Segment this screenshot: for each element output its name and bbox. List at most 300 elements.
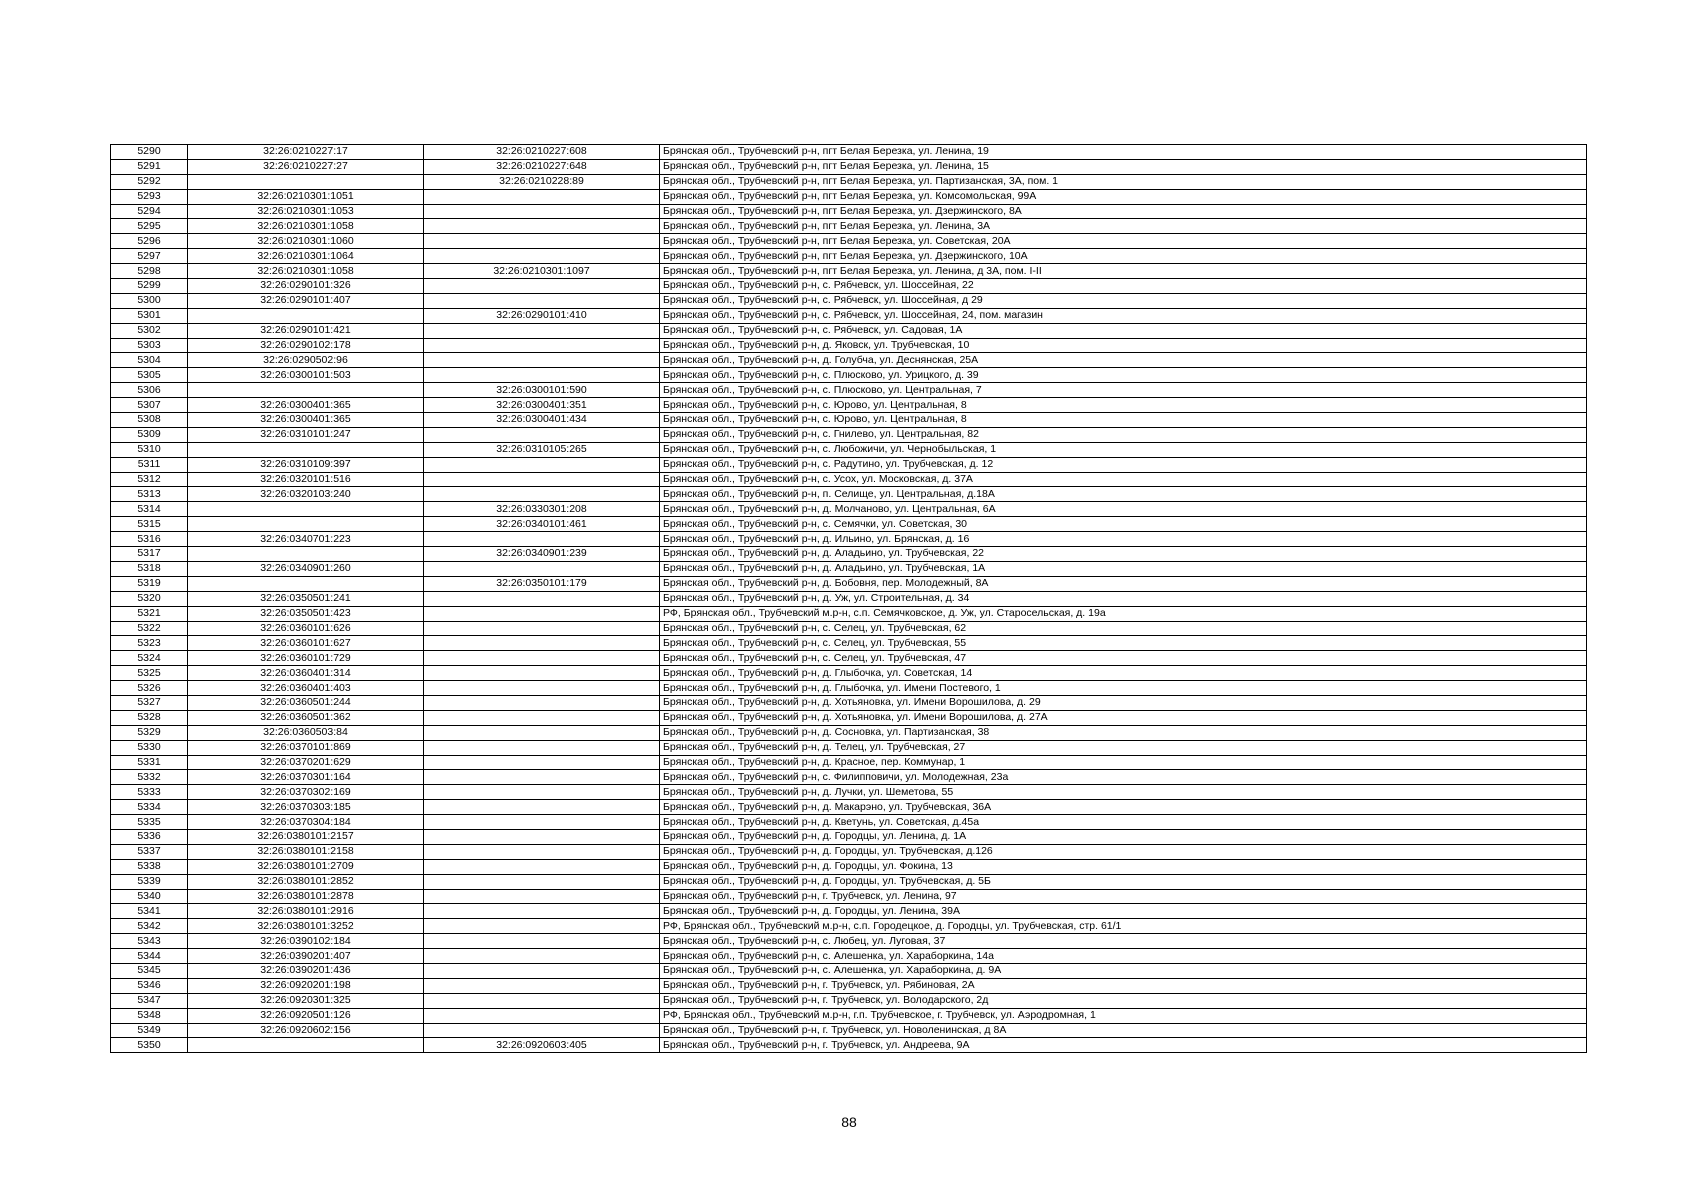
building-number-cell: [424, 859, 660, 874]
address-cell: Брянская обл., Трубчевский р-н, д. Городцы, ул. Трубчевская, д. 5Б: [660, 874, 1587, 889]
address-cell: Брянская обл., Трубчевский р-н, д. Яковск, ул. Трубчевская, 10: [660, 338, 1587, 353]
building-number-cell: [424, 249, 660, 264]
address-cell: Брянская обл., Трубчевский р-н, с. Усох, ул. Московская, д. 37А: [660, 472, 1587, 487]
building-number-cell: [424, 189, 660, 204]
building-number-cell: [424, 532, 660, 547]
building-number-cell: [424, 904, 660, 919]
row-number-cell: 5334: [111, 800, 188, 815]
row-number-cell: 5314: [111, 502, 188, 517]
cadastral-number-cell: 32:26:0920301:325: [188, 993, 424, 1008]
address-cell: Брянская обл., Трубчевский р-н, пгт Белая Березка, ул. Дзержинского, 10А: [660, 249, 1587, 264]
table-row: [111, 145, 1587, 160]
building-number-cell: [424, 666, 660, 681]
table-row: [111, 502, 1587, 517]
building-number-cell: 32:26:0340901:239: [424, 547, 660, 562]
table-row: [111, 532, 1587, 547]
address-cell: Брянская обл., Трубчевский р-н, с. Алешенка, ул. Хараборкина, д. 9А: [660, 963, 1587, 978]
table-row: [111, 561, 1587, 576]
address-cell: Брянская обл., Трубчевский р-н, с. Юрово, ул. Центральная, 8: [660, 413, 1587, 428]
cadastral-number-cell: 32:26:0210301:1064: [188, 249, 424, 264]
building-number-cell: [424, 770, 660, 785]
cadastral-number-cell: 32:26:0340701:223: [188, 532, 424, 547]
row-number-cell: 5313: [111, 487, 188, 502]
row-number-cell: 5325: [111, 666, 188, 681]
building-number-cell: [424, 829, 660, 844]
table-row: [111, 576, 1587, 591]
building-number-cell: [424, 338, 660, 353]
address-cell: Брянская обл., Трубчевский р-н, пгт Белая Березка, ул. Комсомольская, 99А: [660, 189, 1587, 204]
table-row: [111, 785, 1587, 800]
cadastral-number-cell: 32:26:0370302:169: [188, 785, 424, 800]
cadastral-number-cell: 32:26:0290502:96: [188, 353, 424, 368]
cadastral-number-cell: 32:26:0350501:241: [188, 591, 424, 606]
table-row: [111, 889, 1587, 904]
building-number-cell: [424, 591, 660, 606]
cadastral-number-cell: 32:26:0300101:503: [188, 368, 424, 383]
building-number-cell: 32:26:0210301:1097: [424, 264, 660, 279]
row-number-cell: 5307: [111, 398, 188, 413]
cadastral-number-cell: 32:26:0360101:626: [188, 621, 424, 636]
row-number-cell: 5350: [111, 1038, 188, 1053]
building-number-cell: 32:26:0920603:405: [424, 1038, 660, 1053]
table-row: [111, 949, 1587, 964]
cadastral-number-cell: 32:26:0350501:423: [188, 606, 424, 621]
table-row: [111, 472, 1587, 487]
cadastral-number-cell: [188, 383, 424, 398]
table-row: [111, 279, 1587, 294]
row-number-cell: 5347: [111, 993, 188, 1008]
row-number-cell: 5294: [111, 204, 188, 219]
cadastral-number-cell: 32:26:0920501:126: [188, 1008, 424, 1023]
address-cell: Брянская обл., Трубчевский р-н, д. Лучки, ул. Шеметова, 55: [660, 785, 1587, 800]
cadastral-number-cell: 32:26:0210301:1058: [188, 219, 424, 234]
table-row: [111, 591, 1587, 606]
cadastral-number-cell: 32:26:0320101:516: [188, 472, 424, 487]
row-number-cell: 5331: [111, 755, 188, 770]
table-row: [111, 740, 1587, 755]
table-row: [111, 636, 1587, 651]
table-row: [111, 264, 1587, 279]
cadastral-number-cell: 32:26:0310109:397: [188, 457, 424, 472]
table-row: [111, 1008, 1587, 1023]
table-row: [111, 1038, 1587, 1053]
table-row: [111, 219, 1587, 234]
cadastral-number-cell: 32:26:0290101:407: [188, 293, 424, 308]
address-cell: Брянская обл., Трубчевский р-н, пгт Белая Березка, ул. Ленина, 19: [660, 145, 1587, 160]
row-number-cell: 5346: [111, 978, 188, 993]
address-cell: Брянская обл., Трубчевский р-н, с. Плюсково, ул. Урицкого, д. 39: [660, 368, 1587, 383]
building-number-cell: [424, 800, 660, 815]
cadastral-number-cell: 32:26:0290101:326: [188, 279, 424, 294]
row-number-cell: 5295: [111, 219, 188, 234]
row-number-cell: 5333: [111, 785, 188, 800]
address-cell: Брянская обл., Трубчевский р-н, г. Трубчевск, ул. Рябиновая, 2А: [660, 978, 1587, 993]
table-row: [111, 800, 1587, 815]
table-row: [111, 442, 1587, 457]
building-number-cell: 32:26:0350101:179: [424, 576, 660, 591]
row-number-cell: 5344: [111, 949, 188, 964]
building-number-cell: [424, 368, 660, 383]
cadastral-number-cell: 32:26:0290102:178: [188, 338, 424, 353]
address-cell: Брянская обл., Трубчевский р-н, пгт Белая Березка, ул. Советская, 20А: [660, 234, 1587, 249]
table-row: [111, 919, 1587, 934]
table-row: [111, 993, 1587, 1008]
table-row: [111, 174, 1587, 189]
building-number-cell: [424, 725, 660, 740]
cadastral-number-cell: 32:26:0290101:421: [188, 323, 424, 338]
address-cell: Брянская обл., Трубчевский р-н, с. Рябчевск, ул. Шоссейная, 22: [660, 279, 1587, 294]
row-number-cell: 5309: [111, 427, 188, 442]
row-number-cell: 5341: [111, 904, 188, 919]
building-number-cell: [424, 219, 660, 234]
row-number-cell: 5300: [111, 293, 188, 308]
address-cell: Брянская обл., Трубчевский р-н, пгт Белая Березка, ул. Ленина, 15: [660, 159, 1587, 174]
address-cell: Брянская обл., Трубчевский р-н, пгт Белая Березка, ул. Партизанская, 3А, пом. 1: [660, 174, 1587, 189]
table-body: [111, 145, 1587, 1053]
building-number-cell: 32:26:0290101:410: [424, 308, 660, 323]
table-row: [111, 413, 1587, 428]
cadastral-number-cell: 32:26:0380101:3252: [188, 919, 424, 934]
row-number-cell: 5327: [111, 695, 188, 710]
table-row: [111, 353, 1587, 368]
building-number-cell: [424, 815, 660, 830]
building-number-cell: [424, 1023, 660, 1038]
table-row: [111, 189, 1587, 204]
cadastral-number-cell: [188, 547, 424, 562]
table-row: [111, 517, 1587, 532]
building-number-cell: 32:26:0210227:608: [424, 145, 660, 160]
address-cell: Брянская обл., Трубчевский р-н, д. Городцы, ул. Фокина, 13: [660, 859, 1587, 874]
row-number-cell: 5306: [111, 383, 188, 398]
address-cell: Брянская обл., Трубчевский р-н, д. Аладьино, ул. Трубчевская, 22: [660, 547, 1587, 562]
row-number-cell: 5340: [111, 889, 188, 904]
table-row: [111, 770, 1587, 785]
row-number-cell: 5328: [111, 710, 188, 725]
table-row: [111, 383, 1587, 398]
table-row: [111, 368, 1587, 383]
address-cell: Брянская обл., Трубчевский р-н, с. Селец, ул. Трубчевская, 47: [660, 651, 1587, 666]
building-number-cell: [424, 710, 660, 725]
address-cell: Брянская обл., Трубчевский р-н, пгт Белая Березка, ул. Ленина, 3А: [660, 219, 1587, 234]
table-row: [111, 1023, 1587, 1038]
address-cell: Брянская обл., Трубчевский р-н, пгт Белая Березка, ул. Дзержинского, 8А: [660, 204, 1587, 219]
cadastral-number-cell: [188, 1038, 424, 1053]
cadastral-number-cell: 32:26:0380101:2709: [188, 859, 424, 874]
building-number-cell: [424, 963, 660, 978]
address-cell: Брянская обл., Трубчевский р-н, г. Трубчевск, ул. Ленина, 97: [660, 889, 1587, 904]
building-number-cell: 32:26:0210227:648: [424, 159, 660, 174]
address-cell: Брянская обл., Трубчевский р-н, д. Глыбочка, ул. Имени Постевого, 1: [660, 681, 1587, 696]
row-number-cell: 5335: [111, 815, 188, 830]
building-number-cell: [424, 889, 660, 904]
row-number-cell: 5311: [111, 457, 188, 472]
row-number-cell: 5293: [111, 189, 188, 204]
building-number-cell: [424, 606, 660, 621]
building-number-cell: 32:26:0310105:265: [424, 442, 660, 457]
building-number-cell: 32:26:0330301:208: [424, 502, 660, 517]
building-number-cell: [424, 934, 660, 949]
address-cell: Брянская обл., Трубчевский р-н, пгт Белая Березка, ул. Ленина, д 3А, пом. I-II: [660, 264, 1587, 279]
table-row: [111, 710, 1587, 725]
row-number-cell: 5308: [111, 413, 188, 428]
address-cell: Брянская обл., Трубчевский р-н, с. Филипповичи, ул. Молодежная, 23а: [660, 770, 1587, 785]
cadastral-number-cell: 32:26:0360501:362: [188, 710, 424, 725]
cadastral-number-cell: 32:26:0390201:436: [188, 963, 424, 978]
building-number-cell: [424, 427, 660, 442]
cadastral-number-cell: 32:26:0920602:156: [188, 1023, 424, 1038]
row-number-cell: 5302: [111, 323, 188, 338]
address-cell: Брянская обл., Трубчевский р-н, с. Радутино, ул. Трубчевская, д. 12: [660, 457, 1587, 472]
address-cell: Брянская обл., Трубчевский р-н, с. Селец, ул. Трубчевская, 55: [660, 636, 1587, 651]
row-number-cell: 5323: [111, 636, 188, 651]
cadastral-number-cell: 32:26:0360101:729: [188, 651, 424, 666]
address-cell: Брянская обл., Трубчевский р-н, с. Плюсково, ул. Центральная, 7: [660, 383, 1587, 398]
table-row: [111, 323, 1587, 338]
table-row: [111, 249, 1587, 264]
address-cell: Брянская обл., Трубчевский р-н, д. Уж, ул. Строительная, д. 34: [660, 591, 1587, 606]
table-row: [111, 755, 1587, 770]
address-cell: Брянская обл., Трубчевский р-н, с. Семячки, ул. Советская, 30: [660, 517, 1587, 532]
table-row: [111, 874, 1587, 889]
row-number-cell: 5292: [111, 174, 188, 189]
building-number-cell: 32:26:0300401:434: [424, 413, 660, 428]
address-cell: Брянская обл., Трубчевский р-н, д. Макарэно, ул. Трубчевская, 36А: [660, 800, 1587, 815]
building-number-cell: [424, 204, 660, 219]
cadastral-number-cell: 32:26:0360503:84: [188, 725, 424, 740]
address-cell: Брянская обл., Трубчевский р-н, с. Гнилево, ул. Центральная, 82: [660, 427, 1587, 442]
table-row: [111, 815, 1587, 830]
cadastral-number-cell: 32:26:0390201:407: [188, 949, 424, 964]
address-cell: Брянская обл., Трубчевский р-н, д. Ильино, ул. Брянская, д. 16: [660, 532, 1587, 547]
row-number-cell: 5324: [111, 651, 188, 666]
table-row: [111, 338, 1587, 353]
address-cell: Брянская обл., Трубчевский р-н, с. Селец, ул. Трубчевская, 62: [660, 621, 1587, 636]
cadastral-number-cell: 32:26:0380101:2157: [188, 829, 424, 844]
table-row: [111, 844, 1587, 859]
building-number-cell: [424, 919, 660, 934]
row-number-cell: 5318: [111, 561, 188, 576]
address-cell: РФ, Брянская обл., Трубчевский м.р-н, с.п. Городецкое, д. Городцы, ул. Трубчевская, стр. 61/1: [660, 919, 1587, 934]
cadastral-number-cell: 32:26:0210227:27: [188, 159, 424, 174]
cadastral-number-cell: 32:26:0370303:185: [188, 800, 424, 815]
cadastral-number-cell: 32:26:0390102:184: [188, 934, 424, 949]
row-number-cell: 5319: [111, 576, 188, 591]
address-cell: Брянская обл., Трубчевский р-н, д. Городцы, ул. Ленина, 39А: [660, 904, 1587, 919]
cadastral-number-cell: 32:26:0380101:2916: [188, 904, 424, 919]
row-number-cell: 5348: [111, 1008, 188, 1023]
building-number-cell: [424, 978, 660, 993]
table-row: [111, 398, 1587, 413]
building-number-cell: [424, 740, 660, 755]
address-cell: Брянская обл., Трубчевский р-н, с. Рябчевск, ул. Садовая, 1А: [660, 323, 1587, 338]
row-number-cell: 5315: [111, 517, 188, 532]
building-number-cell: [424, 353, 660, 368]
cadastral-number-cell: 32:26:0360101:627: [188, 636, 424, 651]
table-row: [111, 308, 1587, 323]
row-number-cell: 5297: [111, 249, 188, 264]
cadastral-number-cell: 32:26:0920201:198: [188, 978, 424, 993]
row-number-cell: 5316: [111, 532, 188, 547]
address-cell: Брянская обл., Трубчевский р-н, д. Сосновка, ул. Партизанская, 38: [660, 725, 1587, 740]
cadastral-number-cell: 32:26:0360401:403: [188, 681, 424, 696]
cadastral-number-cell: 32:26:0210301:1058: [188, 264, 424, 279]
address-cell: Брянская обл., Трубчевский р-н, с. Любожичи, ул. Чернобыльская, 1: [660, 442, 1587, 457]
cadastral-number-cell: 32:26:0300401:365: [188, 413, 424, 428]
row-number-cell: 5304: [111, 353, 188, 368]
address-cell: Брянская обл., Трубчевский р-н, с. Рябчевск, ул. Шоссейная, д 29: [660, 293, 1587, 308]
table-row: [111, 621, 1587, 636]
table-row: [111, 725, 1587, 740]
row-number-cell: 5336: [111, 829, 188, 844]
table-row: [111, 427, 1587, 442]
address-cell: Брянская обл., Трубчевский р-н, с. Рябчевск, ул. Шоссейная, 24, пом. магазин: [660, 308, 1587, 323]
building-number-cell: [424, 234, 660, 249]
address-cell: Брянская обл., Трубчевский р-н, д. Кветунь, ул. Советская, д.45а: [660, 815, 1587, 830]
building-number-cell: 32:26:0210228:89: [424, 174, 660, 189]
building-number-cell: [424, 293, 660, 308]
cadastral-number-cell: 32:26:0210301:1060: [188, 234, 424, 249]
address-cell: РФ, Брянская обл., Трубчевский м.р-н, с.п. Семячковское, д. Уж, ул. Старосельская, д. 19а: [660, 606, 1587, 621]
cadastral-number-cell: 32:26:0370201:629: [188, 755, 424, 770]
cadastral-number-cell: [188, 576, 424, 591]
row-number-cell: 5299: [111, 279, 188, 294]
table-row: [111, 978, 1587, 993]
cadastral-number-cell: 32:26:0300401:365: [188, 398, 424, 413]
address-cell: Брянская обл., Трубчевский р-н, д. Глыбочка, ул. Советская, 14: [660, 666, 1587, 681]
row-number-cell: 5305: [111, 368, 188, 383]
cadastral-number-cell: [188, 174, 424, 189]
address-cell: Брянская обл., Трубчевский р-н, д. Городцы, ул. Ленина, д. 1А: [660, 829, 1587, 844]
row-number-cell: 5345: [111, 963, 188, 978]
building-number-cell: 32:26:0300101:590: [424, 383, 660, 398]
cadastral-number-cell: 32:26:0360401:314: [188, 666, 424, 681]
cadastral-number-cell: 32:26:0340901:260: [188, 561, 424, 576]
row-number-cell: 5330: [111, 740, 188, 755]
cadastral-number-cell: 32:26:0370101:869: [188, 740, 424, 755]
building-number-cell: [424, 636, 660, 651]
address-cell: Брянская обл., Трубчевский р-н, д. Голубча, ул. Деснянская, 25А: [660, 353, 1587, 368]
building-number-cell: 32:26:0340101:461: [424, 517, 660, 532]
row-number-cell: 5326: [111, 681, 188, 696]
building-number-cell: [424, 844, 660, 859]
row-number-cell: 5301: [111, 308, 188, 323]
building-number-cell: [424, 457, 660, 472]
table-row: [111, 963, 1587, 978]
cadastral-number-cell: 32:26:0380101:2158: [188, 844, 424, 859]
building-number-cell: [424, 323, 660, 338]
row-number-cell: 5291: [111, 159, 188, 174]
building-number-cell: [424, 279, 660, 294]
row-number-cell: 5296: [111, 234, 188, 249]
address-cell: Брянская обл., Трубчевский р-н, д. Красное, пер. Коммунар, 1: [660, 755, 1587, 770]
building-number-cell: [424, 755, 660, 770]
address-cell: Брянская обл., Трубчевский р-н, п. Селище, ул. Центральная, д.18А: [660, 487, 1587, 502]
row-number-cell: 5338: [111, 859, 188, 874]
row-number-cell: 5303: [111, 338, 188, 353]
cadastral-number-cell: 32:26:0370301:164: [188, 770, 424, 785]
cadastral-number-cell: [188, 442, 424, 457]
row-number-cell: 5339: [111, 874, 188, 889]
address-cell: Брянская обл., Трубчевский р-н, г. Трубчевск, ул. Володарского, 2д: [660, 993, 1587, 1008]
address-cell: Брянская обл., Трубчевский р-н, д. Хотьяновка, ул. Имени Ворошилова, д. 29: [660, 695, 1587, 710]
row-number-cell: 5312: [111, 472, 188, 487]
cadastral-number-cell: 32:26:0380101:2852: [188, 874, 424, 889]
table-row: [111, 457, 1587, 472]
table-row: [111, 159, 1587, 174]
building-number-cell: 32:26:0300401:351: [424, 398, 660, 413]
row-number-cell: 5343: [111, 934, 188, 949]
table-row: [111, 651, 1587, 666]
address-cell: Брянская обл., Трубчевский р-н, г. Трубчевск, ул. Андреева, 9А: [660, 1038, 1587, 1053]
cadastral-number-cell: 32:26:0370304:184: [188, 815, 424, 830]
table-row: [111, 904, 1587, 919]
cadastral-number-cell: [188, 308, 424, 323]
row-number-cell: 5320: [111, 591, 188, 606]
table-row: [111, 487, 1587, 502]
table-row: [111, 859, 1587, 874]
address-cell: РФ, Брянская обл., Трубчевский м.р-н, г.п. Трубчевское, г. Трубчевск, ул. Аэродромная, 1: [660, 1008, 1587, 1023]
cadastral-number-cell: 32:26:0210301:1053: [188, 204, 424, 219]
table-row: [111, 293, 1587, 308]
table-row: [111, 234, 1587, 249]
cadastral-number-cell: 32:26:0210227:17: [188, 145, 424, 160]
address-cell: Брянская обл., Трубчевский р-н, д. Аладьино, ул. Трубчевская, 1А: [660, 561, 1587, 576]
table-row: [111, 829, 1587, 844]
data-table: [110, 144, 1587, 1053]
building-number-cell: [424, 681, 660, 696]
address-cell: Брянская обл., Трубчевский р-н, д. Молчаново, ул. Центральная, 6А: [660, 502, 1587, 517]
row-number-cell: 5329: [111, 725, 188, 740]
table-row: [111, 695, 1587, 710]
building-number-cell: [424, 651, 660, 666]
row-number-cell: 5321: [111, 606, 188, 621]
cadastral-number-cell: 32:26:0360501:244: [188, 695, 424, 710]
building-number-cell: [424, 621, 660, 636]
building-number-cell: [424, 472, 660, 487]
cadastral-number-cell: 32:26:0380101:2878: [188, 889, 424, 904]
table-row: [111, 666, 1587, 681]
building-number-cell: [424, 695, 660, 710]
row-number-cell: 5298: [111, 264, 188, 279]
address-cell: Брянская обл., Трубчевский р-н, г. Трубчевск, ул. Новоленинская, д 8А: [660, 1023, 1587, 1038]
row-number-cell: 5332: [111, 770, 188, 785]
address-cell: Брянская обл., Трубчевский р-н, с. Юрово, ул. Центральная, 8: [660, 398, 1587, 413]
row-number-cell: 5337: [111, 844, 188, 859]
row-number-cell: 5310: [111, 442, 188, 457]
table-row: [111, 934, 1587, 949]
row-number-cell: 5349: [111, 1023, 188, 1038]
address-cell: Брянская обл., Трубчевский р-н, с. Алешенка, ул. Хараборкина, 14а: [660, 949, 1587, 964]
address-cell: Брянская обл., Трубчевский р-н, д. Городцы, ул. Трубчевская, д.126: [660, 844, 1587, 859]
building-number-cell: [424, 561, 660, 576]
building-number-cell: [424, 1008, 660, 1023]
table-row: [111, 681, 1587, 696]
row-number-cell: 5342: [111, 919, 188, 934]
table-row: [111, 606, 1587, 621]
row-number-cell: 5290: [111, 145, 188, 160]
cadastral-number-cell: [188, 502, 424, 517]
cadastral-number-cell: 32:26:0310101:247: [188, 427, 424, 442]
cadastral-number-cell: [188, 517, 424, 532]
building-number-cell: [424, 785, 660, 800]
table-row: [111, 204, 1587, 219]
address-cell: Брянская обл., Трубчевский р-н, д. Бобовня, пер. Молодежный, 8А: [660, 576, 1587, 591]
cadastral-number-cell: 32:26:0320103:240: [188, 487, 424, 502]
building-number-cell: [424, 487, 660, 502]
address-cell: Брянская обл., Трубчевский р-н, с. Любец, ул. Луговая, 37: [660, 934, 1587, 949]
row-number-cell: 5317: [111, 547, 188, 562]
table-row: [111, 547, 1587, 562]
